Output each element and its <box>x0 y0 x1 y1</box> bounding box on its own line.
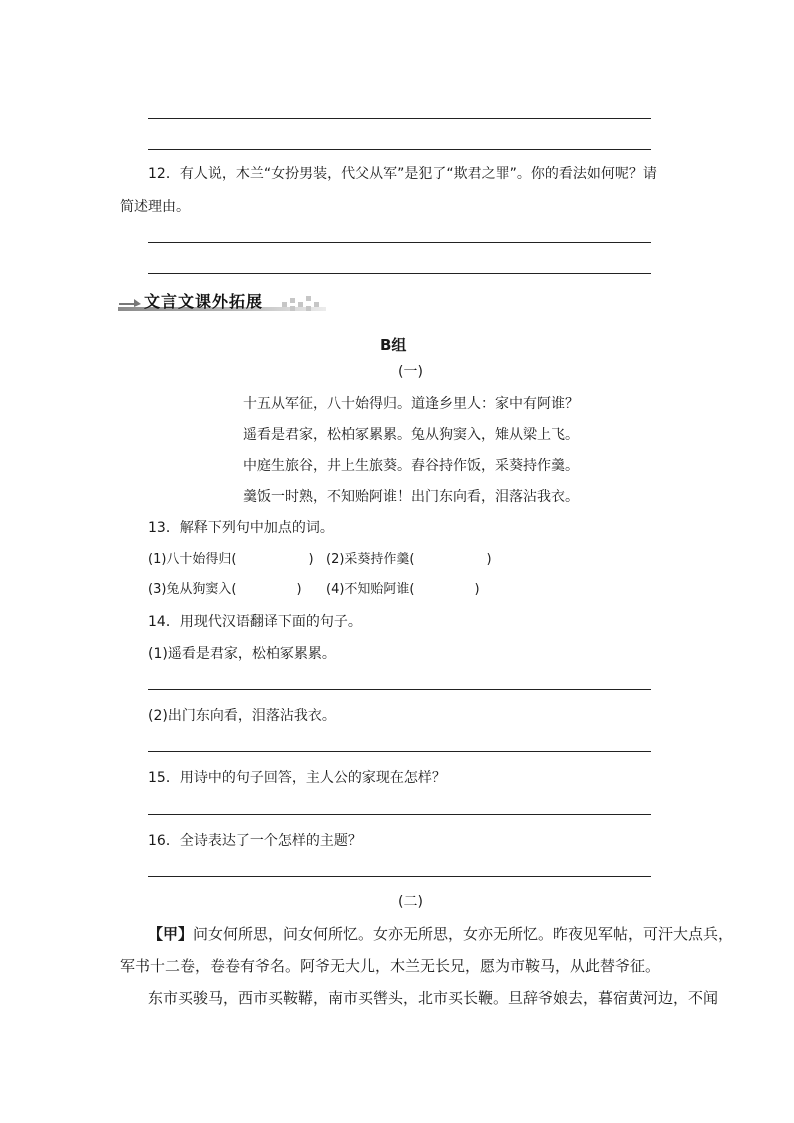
poem-line-2: 遥看是君家，松柏冢累累。兔从狗窦入，雉从梁上飞。 <box>243 427 579 443</box>
passage-jia-line-3: 东市买骏马，西市买鞍鞯，南市买辔头，北市买长鞭。旦辞爷娘去，暮宿黄河边，不闻 <box>148 989 719 1007</box>
question-14-sentence-2: (2)出门东向看，泪落沾我衣。 <box>148 708 336 724</box>
passage-jia-line-2: 军书十二卷，卷卷有爷名。阿爷无大儿，木兰无长兄，愿为市鞍马，从此替爷征。 <box>120 957 661 975</box>
arrow-icon <box>118 294 142 308</box>
q13-item-close: ) <box>296 582 302 597</box>
answer-line[interactable] <box>148 814 651 815</box>
passage-jia-line-1 <box>148 923 733 945</box>
answer-line[interactable] <box>148 273 651 274</box>
question-12-line-1: 12．有人说，木兰“女扮男装，代父从军”是犯了“欺君之罪”。你的看法如何呢？请 <box>148 166 657 182</box>
section-title: 文言文课外拓展 <box>144 292 264 311</box>
question-13-stem: 13．解释下列句中加点的词。 <box>148 520 334 536</box>
question-12-line-2: 简述理由。 <box>120 199 190 215</box>
q13-item-1 <box>148 551 314 569</box>
q13-item-label: (1)八十始得归( <box>148 552 237 567</box>
question-14-stem: 14．用现代汉语翻译下面的句子。 <box>148 614 362 630</box>
answer-line[interactable] <box>148 118 651 119</box>
answer-line[interactable] <box>148 242 651 243</box>
q13-item-label: (3)兔从狗窦入( <box>148 582 237 597</box>
passage-tag: 【甲】 <box>148 925 194 943</box>
passage-text: 问女何所思，问女何所忆。女亦无所思，女亦无所忆。昨夜见军帖，可汗大点兵， <box>193 925 734 943</box>
group-title: B组 <box>380 336 407 354</box>
question-14-sentence-1: (1)遥看是君家，松柏冢累累。 <box>148 646 336 662</box>
q13-item-close: ) <box>474 582 480 597</box>
part-one-label: (一) <box>398 364 423 380</box>
poem-line-1: 十五从军征，八十始得归。道逢乡里人：家中有阿谁？ <box>243 396 579 412</box>
answer-line[interactable] <box>148 751 651 752</box>
answer-line[interactable] <box>148 149 651 150</box>
poem-line-3: 中庭生旅谷，井上生旅葵。舂谷持作饭，采葵持作羹。 <box>243 458 579 474</box>
poem-line-4: 羹饭一时熟，不知贻阿谁！出门东向看，泪落沾我衣。 <box>243 489 579 505</box>
answer-line[interactable] <box>148 876 651 877</box>
answer-line[interactable] <box>148 689 651 690</box>
question-15-stem: 15．用诗中的句子回答，主人公的家现在怎样？ <box>148 770 446 786</box>
q13-item-2 <box>326 551 492 569</box>
part-two-label: (二) <box>398 894 423 910</box>
q13-item-3 <box>148 581 302 599</box>
question-16-stem: 16．全诗表达了一个怎样的主题？ <box>148 833 362 849</box>
q13-item-label: (2)采葵持作羹( <box>326 552 415 567</box>
q13-item-close: ) <box>308 552 314 567</box>
section-banner <box>118 292 326 314</box>
q13-item-label: (4)不知贻阿谁( <box>326 582 415 597</box>
q13-item-close: ) <box>486 552 492 567</box>
q13-item-4 <box>326 581 480 599</box>
